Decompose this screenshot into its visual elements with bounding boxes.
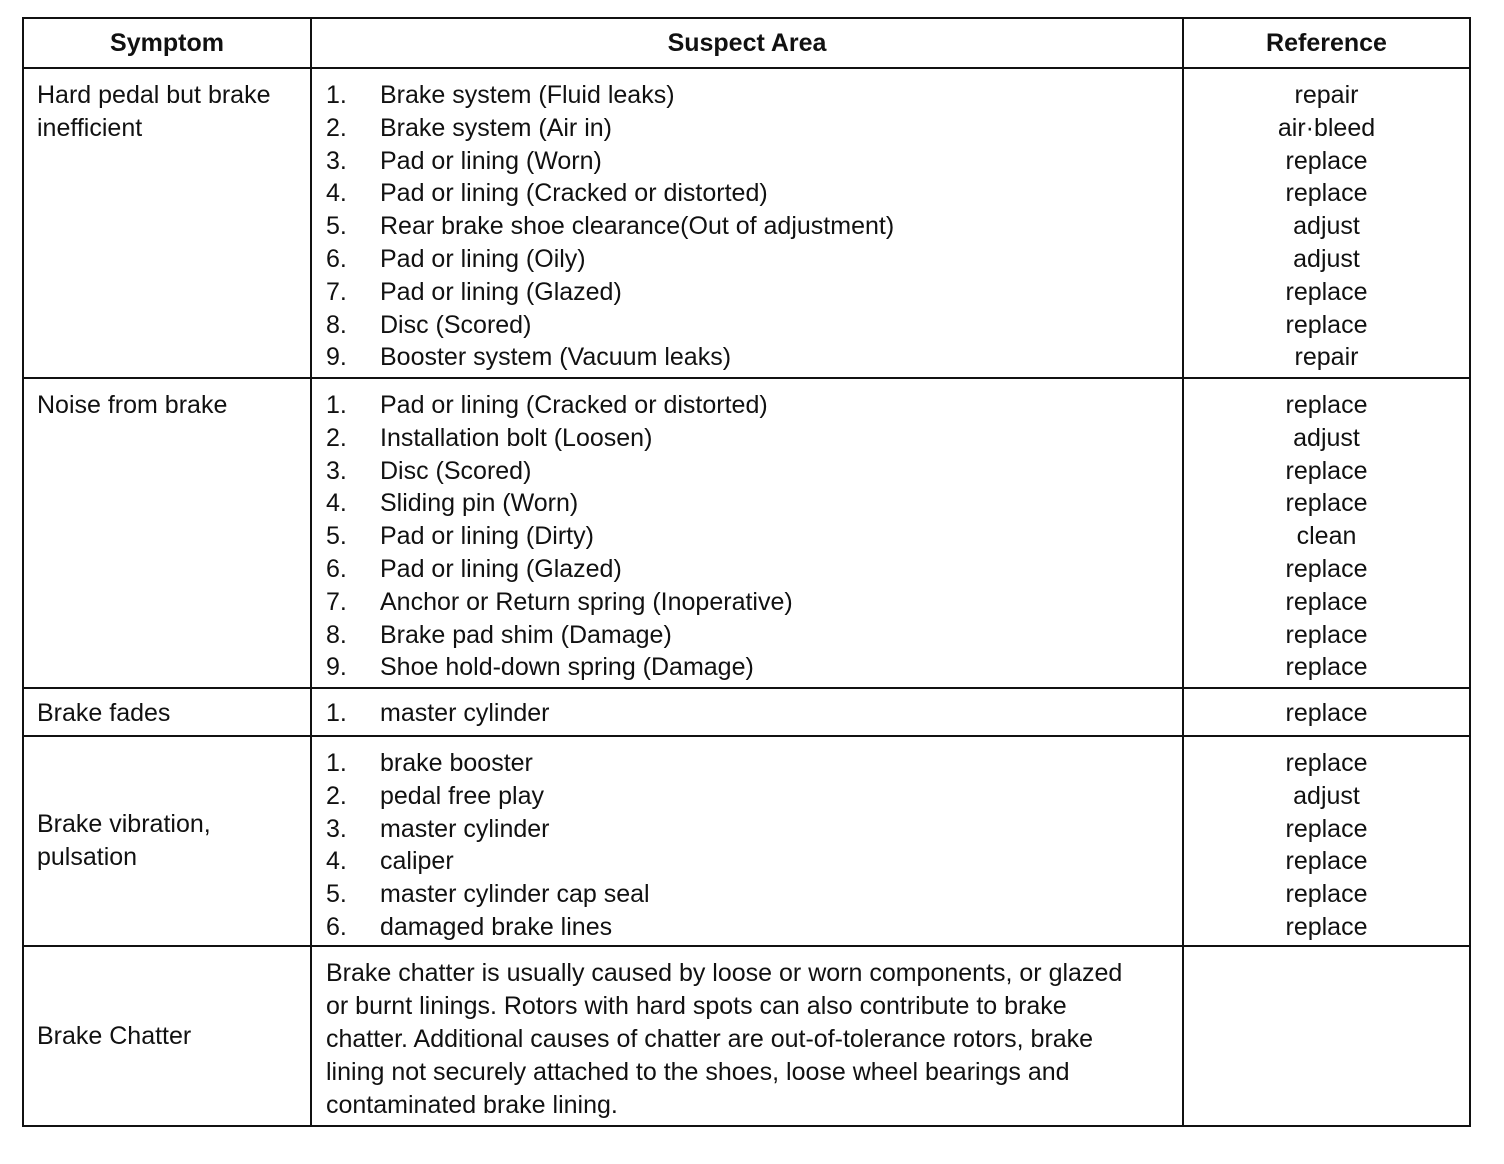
reference-value: repair (1294, 343, 1359, 372)
table-header-row (24, 19, 1469, 69)
reference-value: replace (1285, 749, 1368, 777)
reference-cell (1184, 947, 1469, 1125)
reference-value: replace (1285, 277, 1368, 306)
reference-value: replace (1285, 880, 1368, 909)
reference-value: replace (1285, 620, 1368, 649)
list-item: 7. Pad or lining (Glazed) (326, 277, 622, 306)
table-row (24, 947, 1469, 1125)
symptom-cell: Noise from brake (24, 379, 312, 687)
symptom-cell: Brake fades (24, 689, 312, 735)
reference-cell (1184, 69, 1469, 377)
reference-value: replace (1285, 310, 1368, 339)
list-item: 1. master cylinder (326, 699, 550, 727)
reference-value: replace (1285, 699, 1368, 727)
list-item: 8. Disc (Scored) (326, 310, 532, 339)
table-row (24, 689, 1469, 737)
suspect-area-cell (312, 69, 1184, 377)
list-item: 3. Disc (Scored) (326, 456, 532, 485)
list-item: 2. Brake system (Air in) (326, 113, 612, 142)
reference-value: adjust (1293, 212, 1360, 241)
symptom-cell (24, 947, 312, 1125)
list-item: 5. Rear brake shoe clearance(Out of adjustment) (326, 212, 895, 241)
reference-value: adjust (1293, 423, 1360, 452)
list-item: 1. Brake system (Fluid leaks) (326, 81, 675, 109)
list-item: 4. Pad or lining (Cracked or distorted) (326, 179, 768, 208)
reference-value: repair (1294, 81, 1359, 109)
reference-value: replace (1285, 391, 1368, 419)
reference-cell (1184, 737, 1469, 945)
reference-value: replace (1285, 814, 1368, 843)
reference-value: replace (1285, 912, 1368, 941)
list-item: 5. Pad or lining (Dirty) (326, 522, 594, 551)
reference-value: clean (1296, 522, 1357, 551)
reference-value: replace (1285, 587, 1368, 616)
list-item: 7. Anchor or Return spring (Inoperative) (326, 587, 793, 616)
suspect-area-cell (312, 379, 1184, 687)
brake-troubleshooting-table (22, 17, 1471, 1127)
reference-value: replace (1285, 554, 1368, 583)
reference-value: replace (1285, 489, 1368, 518)
header-reference: Reference (1266, 28, 1387, 57)
list-item: 4. Sliding pin (Worn) (326, 489, 579, 518)
symptom-text: Brake Chatter (37, 1021, 192, 1050)
symptom-text: Brake vibration, pulsation (37, 810, 211, 871)
suspect-area-cell (312, 689, 1184, 735)
list-item: 3. master cylinder (326, 814, 550, 843)
header-suspect-area: Suspect Area (312, 19, 1184, 67)
list-item: 2. Installation bolt (Loosen) (326, 423, 653, 452)
reference-value: replace (1285, 146, 1368, 175)
list-item: 1. Pad or lining (Cracked or distorted) (326, 391, 768, 419)
suspect-area-cell (312, 737, 1184, 945)
list-item: 1. brake booster (326, 749, 533, 777)
reference-value: adjust (1293, 781, 1360, 810)
list-item: 8. Brake pad shim (Damage) (326, 620, 672, 649)
list-item: 5. master cylinder cap seal (326, 880, 650, 909)
reference-cell (1184, 379, 1469, 687)
table-row (24, 737, 1469, 947)
suspect-area-description: Brake chatter is usually caused by loose or worn components, or glazed or burnt linings. Rotors with hard spots can also contribute to brake chatter. Additional causes of chatter are out-of-tolerance rotors, brake lining not securely attached to the shoes, loose wheel bearings and contaminated brake lining. (312, 947, 1184, 1125)
symptom-cell: Hard pedal but brake inefficient (24, 69, 312, 377)
list-item: 9. Booster system (Vacuum leaks) (326, 343, 732, 372)
table-row (24, 379, 1469, 689)
list-item: 4. caliper (326, 847, 454, 876)
reference-value: adjust (1293, 244, 1360, 273)
list-item: 3. Pad or lining (Worn) (326, 146, 602, 175)
reference-value: air·bleed (1277, 113, 1376, 142)
header-symptom: Symptom (24, 19, 312, 67)
reference-value: replace (1285, 847, 1368, 876)
reference-cell (1184, 689, 1469, 735)
list-item: 6. Pad or lining (Glazed) (326, 554, 622, 583)
list-item: 2. pedal free play (326, 781, 545, 810)
list-item: 6. Pad or lining (Oily) (326, 244, 586, 273)
reference-value: replace (1285, 456, 1368, 485)
reference-value: replace (1285, 653, 1368, 682)
symptom-cell (24, 737, 312, 945)
list-item: 6. damaged brake lines (326, 912, 613, 941)
list-item: 9. Shoe hold-down spring (Damage) (326, 653, 754, 682)
table-row (24, 69, 1469, 379)
reference-value: replace (1285, 179, 1368, 208)
